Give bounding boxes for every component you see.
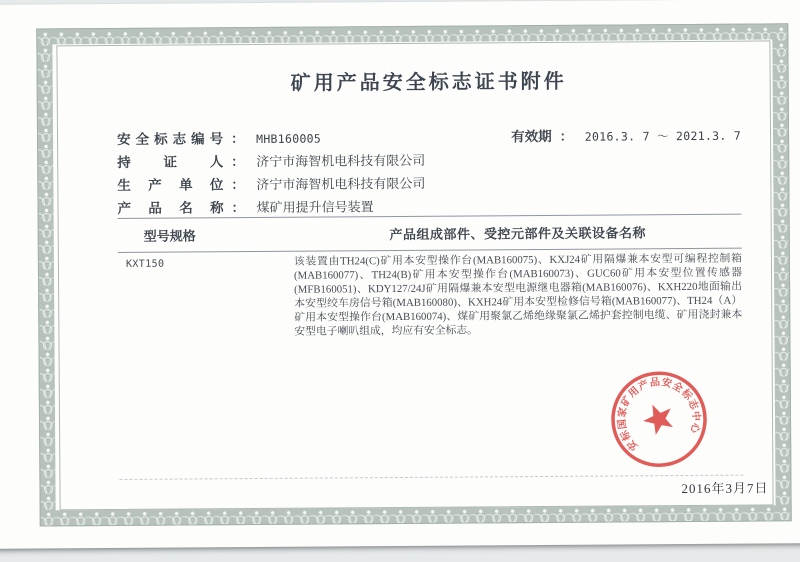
field-label: 持证人 bbox=[117, 154, 224, 170]
field-colon: ： bbox=[231, 154, 245, 170]
product-name-value: 煤矿用提升信号装置 bbox=[256, 199, 374, 215]
issue-date: 2016年3月7日 bbox=[681, 480, 769, 497]
field-label: 产品名称 bbox=[117, 200, 224, 216]
validity-field bbox=[511, 124, 741, 150]
field-label: 生产单位 bbox=[117, 177, 224, 193]
validity-value: 2016.3. 7 ～ 2021.3. 7 bbox=[584, 128, 742, 144]
table-row bbox=[118, 252, 743, 340]
safety-mark-number-value: MHB160005 bbox=[256, 131, 322, 147]
seal-text: 安标国家矿用产品安全标志中心 bbox=[616, 376, 702, 453]
field-colon: ： bbox=[230, 131, 245, 147]
field-colon: ： bbox=[559, 128, 573, 144]
field-colon: ： bbox=[231, 177, 245, 193]
validity-label: 有效期 bbox=[511, 128, 552, 145]
model-cell: KXT150 bbox=[125, 258, 165, 270]
field-colon: ： bbox=[231, 200, 245, 216]
field-label: 安全标志编号 bbox=[117, 131, 224, 147]
manufacturer-value: 济宁市海智机电科技有限公司 bbox=[256, 175, 426, 193]
table-header-row bbox=[118, 214, 742, 253]
certificate-holder-value: 济宁市海智机电科技有限公司 bbox=[256, 152, 426, 170]
red-star-icon bbox=[640, 400, 676, 437]
certificate-title: 矿用产品安全标志证书附件 bbox=[290, 70, 567, 95]
column-header-model: 型号规格 bbox=[143, 228, 196, 244]
certificate-fields bbox=[117, 124, 742, 220]
column-header-components: 产品组成部件、受控元部件及关联设备名称 bbox=[389, 225, 647, 243]
components-description-cell: 该装置由TH24(C)矿用本安型操作台(MAB160075)、KXJ24矿用隔爆兼本安型可编程控制箱 (MAB160077)、TH24(B)矿用本安型操作台(MAB160073)、GUC60矿用本安型位置传感器(MFB160051)、KDY127/24J矿用隔爆兼本安型电源继电器箱(MAB160076)、KXH220地面输出本安型绞车房信号箱(MAB160080)、KXH24矿用本安型检修信号箱(MAB160077)、TH24（A）矿用本安型操作台(MAB160074)、煤矿用聚氯乙烯绝缘聚氯乙烯护套控制电缆、矿用浇封兼本安型电子喇叭组成，均应有安全标志。 bbox=[293, 252, 743, 338]
safety-mark-center-seal bbox=[609, 369, 710, 470]
